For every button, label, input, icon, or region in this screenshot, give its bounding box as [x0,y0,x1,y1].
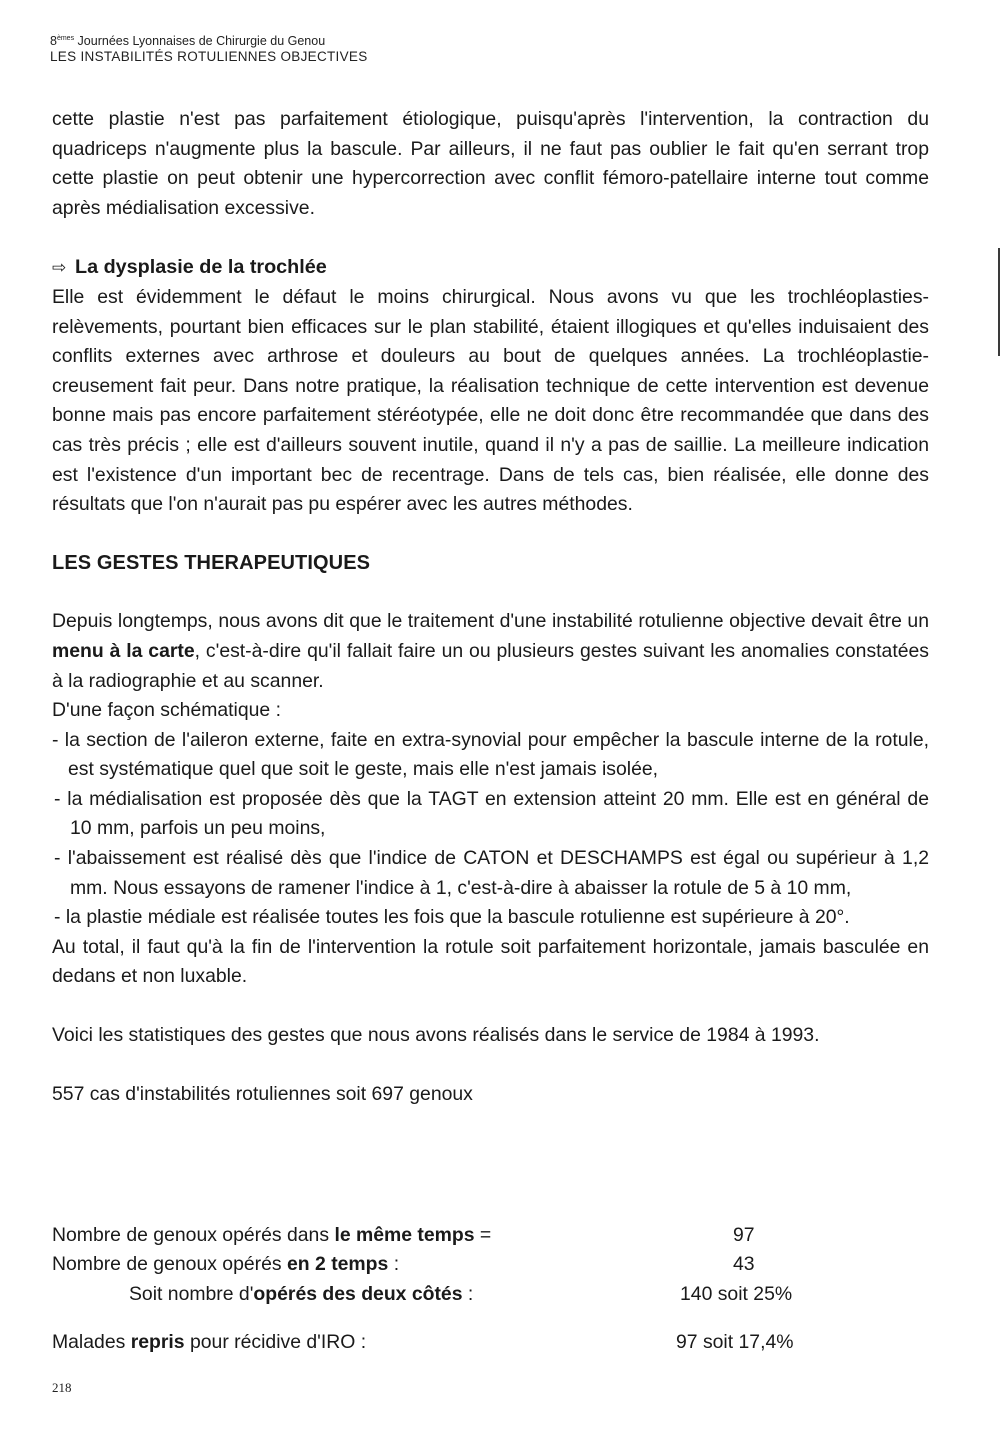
menu-text-before: Depuis longtemps, nous avons dit que le traitement d'une instabilité rotulienne objective devait être un [52,610,929,633]
stat-value: 97 [733,1224,755,1246]
schematic-intro: D'une façon schématique : [52,699,281,722]
gesture-list [52,726,929,933]
menu-text-bold: menu à la carte [52,639,195,662]
conference-name: Journées Lyonnaises de Chirurgie du Genou [74,34,326,48]
conference-line [50,34,368,49]
list-item: - la plastie médiale est réalisée toutes les fois que la bascule rotulienne est supérieure à 20°. [54,906,850,929]
list-item: - l'abaissement est réalisé dès que l'indice de CATON et DESCHAMPS est égal ou supérieur à 1,2 mm. Nous essayons de ramener l'indice à 1, c'est-à-dire à abaisser la rotule de 5 à 10 mm, [54,847,929,899]
stats-intro: Voici les statistiques des gestes que nous avons réalisés dans le service de 1984 à 1993. [52,1024,820,1047]
menu-paragraph [52,607,929,696]
list-item: - la section de l'aileron externe, faite en extra-synovial pour empêcher la bascule interne de la rotule, est systématique quel que soit le geste, mais elle n'est jamais isolée, [52,728,929,781]
page-number: 218 [52,1380,72,1395]
arrow-right-icon: ⇨ [52,258,67,278]
section-title: LES GESTES THERAPEUTIQUES [52,551,371,574]
list-item: - la médialisation est proposée dès que la TAGT en extension atteint 20 mm. Elle est en général de 10 mm, parfois un peu moins, [54,787,929,840]
conclusion-paragraph: Au total, il faut qu'à la fin de l'intervention la rotule soit parfaitement horizontale, jamais basculée en dedans et non luxable. [52,935,929,988]
dysplasia-heading-text: La dysplasie de la trochlée [75,256,327,279]
stats-table [52,1221,952,1361]
dysplasia-heading [52,253,929,283]
stat-label: Nombre de genoux opérés dans le même temps = [52,1224,492,1246]
stat-label: Malades repris pour récidive d'IRO : [52,1331,367,1353]
menu-text-after: , c'est-à-dire qu'il fallait faire un ou plusieurs gestes suivant les anomalies constatées à la radiographie et au scanner. [52,639,929,692]
stat-label: Soit nombre d'opérés des deux côtés : [129,1283,474,1305]
page-body [52,105,929,1109]
edition-superscript: èmes [56,34,75,42]
stat-value: 43 [733,1253,755,1275]
dysplasia-paragraph: Elle est évidemment le défaut le moins chirurgical. Nous avons vu que les trochléoplasties-relèvements, pourtant bien efficaces sur le plan stabilité, étaient illogiques et qu'elles induisaient des conflits externes avec arthrose et douleurs au bout de quelques années. La trochléoplastie-creusement fait peur. Dans notre pratique, la réalisation technique de cette intervention est devenue bonne mais pas encore parfaitement stéréotypée, elle ne doit donc être recommandée que dans des cas très précis ; elle est d'ailleurs souvent inutile, quand il n'y a pas de saillie. La meilleure indication est l'existence d'un important bec de recentrage. Dans de tels cas, bien réalisée, elle donne des résultats que l'on n'aurait pas pu espérer avec les autres méthodes. [52,285,929,516]
edition-number: 8 [50,34,57,48]
stat-value: 140 soit 25% [680,1283,793,1305]
stat-value: 97 soit 17,4% [676,1331,794,1353]
book-title: LES INSTABILITÉS ROTULIENNES OBJECTIVES [50,49,368,64]
stat-label: Nombre de genoux opérés en 2 temps : [52,1253,400,1275]
running-header [50,34,368,64]
intro-paragraph: cette plastie n'est pas parfaitement étiologique, puisqu'après l'intervention, la contraction du quadriceps n'augmente plus la bascule. Par ailleurs, il ne faut pas oublier le fait qu'en serrant trop cette plastie on peut obtenir une hypercorrection avec conflit fémoro-patellaire interne tout comme après médialisation excessive. [52,108,929,219]
cases-line: 557 cas d'instabilités rotuliennes soit 697 genoux [52,1082,473,1105]
